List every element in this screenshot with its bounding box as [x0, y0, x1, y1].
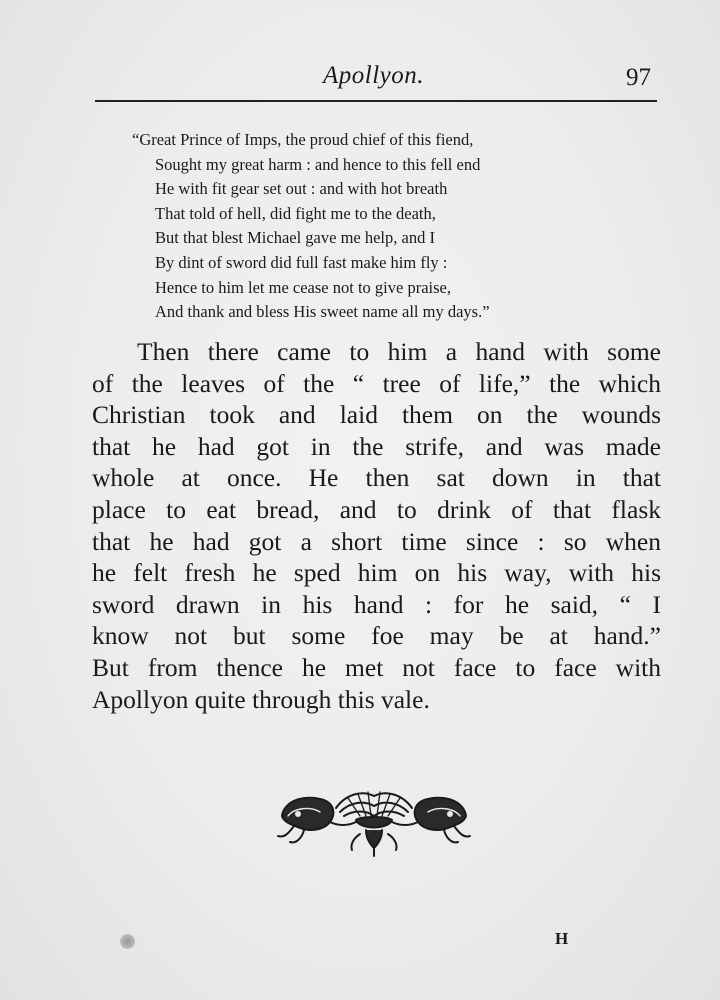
verse-line: He with fit gear set out : and with hot breath [155, 179, 448, 199]
running-title: Apollyon. [323, 62, 425, 89]
verse-line: And thank and bless His sweet name all my days.” [155, 302, 490, 322]
prose-line: that he had got a short time since : so when [92, 526, 661, 556]
prose-line: of the leaves of the “ tree of life,” the which [92, 368, 661, 398]
prose-line: place to eat bread, and to drink of that flask [92, 494, 661, 524]
ornament-icon [274, 786, 474, 858]
page-number: 97 [626, 64, 651, 91]
prose-line: But from thence he met not face to face with [92, 652, 661, 682]
prose-line: he felt fresh he sped him on his way, with his [92, 558, 661, 588]
verse-line: By dint of sword did full fast make him fly : [155, 252, 448, 272]
verse-line: But that blest Michael gave me help, and I [155, 228, 435, 248]
prose-line: Then there came to him a hand with some [137, 337, 661, 366]
prose-paragraph [92, 336, 661, 715]
verse-block [132, 128, 652, 325]
running-header [95, 60, 657, 102]
verse-line: “Great Prince of Imps, the proud chief of this fiend, [132, 130, 474, 149]
prose-line: know not but some foe may be at hand.” [92, 621, 661, 651]
prose-line: Christian took and laid them on the wounds [92, 400, 661, 430]
prose-line: Apollyon quite through this vale. [92, 684, 430, 714]
signature-mark: H [555, 929, 569, 948]
prose-line: whole at once. He then sat down in that [92, 463, 661, 493]
verse-line: Sought my great harm : and hence to this fell end [155, 154, 481, 174]
verse-line: That told of hell, did fight me to the death, [155, 203, 436, 223]
paper-speck [120, 934, 135, 949]
verse-line: Hence to him let me cease not to give praise, [155, 277, 451, 297]
prose-line: that he had got in the strife, and was made [92, 431, 661, 461]
prose-line: sword drawn in his hand : for he said, “ I [92, 589, 661, 619]
